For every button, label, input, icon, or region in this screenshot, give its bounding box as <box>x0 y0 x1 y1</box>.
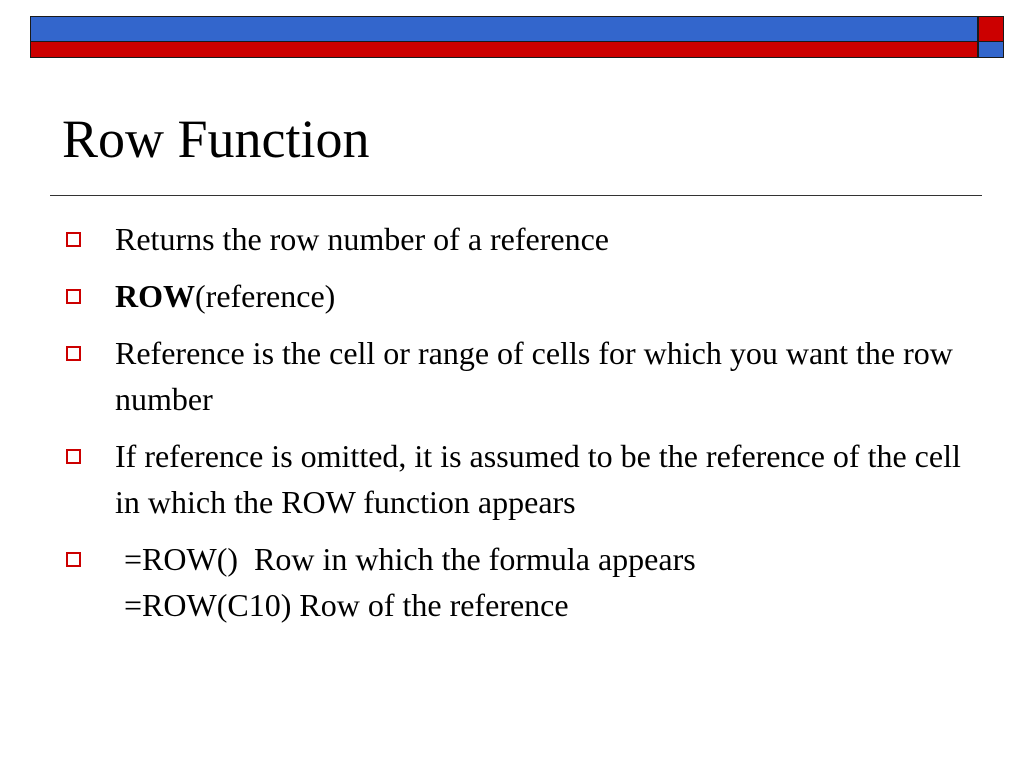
hollow-square-icon <box>66 449 81 464</box>
formula-example: =ROW() Row in which the formula appears <box>124 541 696 577</box>
decorative-banner <box>30 16 1004 58</box>
bullet-text <box>115 273 964 319</box>
bullet-text: Returns the row number of a reference <box>115 221 609 257</box>
bullet-text <box>115 536 964 628</box>
hollow-square-icon <box>66 346 81 361</box>
banner-red-square <box>978 16 1004 42</box>
bullet-text: Reference is the cell or range of cells for which you want the row number <box>115 335 953 417</box>
formula-example: =ROW(C10) Row of the reference <box>124 587 569 623</box>
banner-red-band <box>30 42 978 58</box>
bullet-item <box>0 536 1024 628</box>
function-name: ROW <box>115 278 195 314</box>
bullet-item <box>0 433 1024 525</box>
hollow-square-icon <box>66 289 81 304</box>
hollow-square-icon <box>66 232 81 247</box>
bullet-item <box>0 330 1024 422</box>
banner-blue-square <box>978 42 1004 58</box>
bullet-item <box>0 216 1024 262</box>
title-divider <box>50 195 982 196</box>
hollow-square-icon <box>66 552 81 567</box>
bullet-list <box>0 216 1024 639</box>
bullet-text: If reference is omitted, it is assumed to be the reference of the cell in which the ROW function appears <box>115 438 961 520</box>
banner-blue-band <box>30 16 978 42</box>
function-args: (reference) <box>195 278 336 314</box>
slide-title: Row Function <box>62 109 370 169</box>
bullet-item <box>0 273 1024 319</box>
